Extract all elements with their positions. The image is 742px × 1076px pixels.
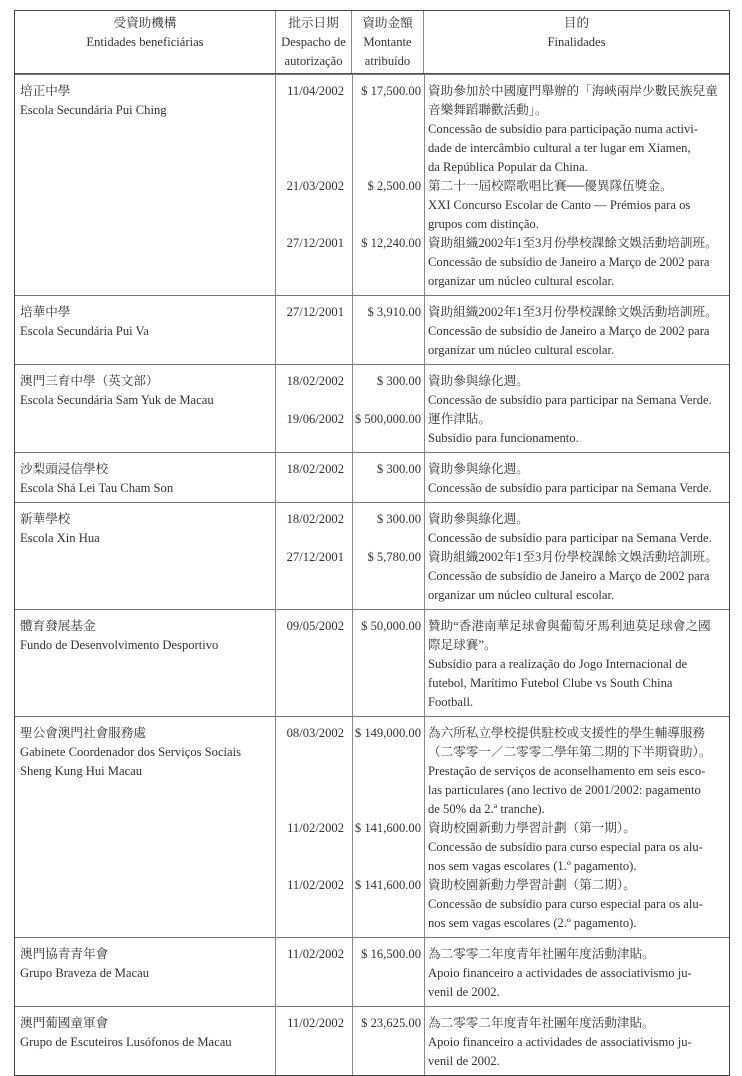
purpose-line: da República Popular da China.	[428, 160, 588, 174]
entries-cell	[275, 717, 729, 937]
header-entities	[15, 11, 275, 73]
purpose-line: 際足球賽”。	[428, 638, 497, 652]
approval-date: 27/12/2001	[286, 550, 344, 564]
purpose-line: Concessão de subsídio de Janeiro a Março de 2002 para	[428, 255, 710, 269]
purpose	[424, 876, 730, 933]
header-zh: 受資助機構	[113, 16, 177, 30]
subsidy-entry	[276, 724, 729, 819]
entity-cell	[15, 503, 275, 609]
entity-name-zh: 聖公會澳門社會服務處	[20, 726, 146, 740]
amount: $ 300.00	[376, 374, 421, 388]
purpose-line: 資助參加於中國廈門舉辦的「海峽兩岸少數民族兒童	[428, 84, 718, 98]
purpose-line: 音樂舞蹈聯歡活動」。	[428, 103, 548, 117]
header-pt: atribuído	[364, 54, 411, 68]
purpose-line: Subsídio para funcionamento.	[428, 431, 579, 445]
entity-cell	[15, 938, 275, 1006]
amount: $ 23,625.00	[361, 1016, 421, 1030]
purpose-line: Football.	[428, 695, 474, 709]
table-row	[15, 502, 729, 609]
subsidy-entry	[276, 617, 729, 712]
purpose-line: 為二零零二年度青年社團年度活動津貼。	[428, 1016, 655, 1030]
entries-cell	[275, 75, 729, 295]
subsidy-entry	[276, 372, 729, 410]
purpose-line: organizar um núcleo cultural escolar.	[428, 588, 615, 602]
purpose-line: Apoio financeiro a actividades de associativismo ju-	[428, 1035, 692, 1049]
column-divider	[424, 717, 425, 937]
column-divider	[424, 365, 425, 452]
purpose-line: Concessão de subsídio para curso especial para os alu-	[428, 840, 703, 854]
column-divider	[352, 296, 353, 364]
subsidy-entry	[276, 177, 729, 234]
purpose-line: 資助組織2002年1至3月份學校課餘文娛活動培訓班。	[428, 236, 718, 250]
purpose	[424, 548, 730, 605]
entity-cell	[15, 453, 275, 502]
entity-name-zh: 澳門三育中學（英文部）	[20, 374, 159, 388]
table-row	[15, 716, 729, 937]
subsidy-entry	[276, 945, 729, 1002]
amount: $ 2,500.00	[367, 179, 421, 193]
entity-name-zh: 培正中學	[20, 84, 71, 98]
subsidy-entry	[276, 1014, 729, 1071]
purpose-line: 為二零零二年度青年社團年度活動津貼。	[428, 947, 655, 961]
purpose-line: nos sem vagas escolares (1.º pagamento).	[428, 859, 637, 873]
header-pt: Finalidades	[547, 35, 606, 49]
purpose-line: 資助參與綠化週。	[428, 374, 529, 388]
table-row	[15, 364, 729, 452]
subsidy-entry	[276, 460, 729, 498]
purpose-line: 第二十一屆校際歌唱比賽──優異隊伍獎金。	[428, 179, 673, 193]
amount: $ 500,000.00	[354, 412, 421, 426]
table-row	[15, 937, 729, 1006]
purpose-line: nos sem vagas escolares (2.º pagamento).	[428, 916, 637, 930]
entity-name-pt: Sheng Kung Hui Macau	[20, 764, 143, 778]
column-divider	[424, 296, 425, 364]
column-divider	[424, 453, 425, 502]
table-row	[15, 1006, 729, 1075]
amount: $ 5,780.00	[367, 550, 421, 564]
purpose	[424, 372, 730, 410]
approval-date: 11/02/2002	[287, 878, 344, 892]
amount: $ 17,500.00	[361, 84, 421, 98]
purpose-line: （二零零一／二零零二學年第二期的下半期資助）。	[428, 745, 712, 759]
purpose	[424, 234, 730, 291]
entity-name-zh: 體育發展基金	[20, 619, 96, 633]
amount: $ 141,600.00	[354, 821, 421, 835]
approval-date: 21/03/2002	[286, 179, 344, 193]
purpose-line: 為六所私立學校提供駐校或支援性的學生輔導服務	[428, 726, 706, 740]
approval-date: 11/02/2002	[287, 821, 344, 835]
purpose	[424, 460, 730, 498]
purpose	[424, 1014, 730, 1071]
approval-date: 19/06/2002	[286, 412, 344, 426]
column-divider	[424, 75, 425, 295]
purpose	[424, 510, 730, 548]
amount: $ 16,500.00	[361, 947, 421, 961]
purpose	[424, 819, 730, 876]
purpose-line: 資助校園新動力學習計劃（第一期）。	[428, 821, 636, 835]
amount: $ 3,910.00	[367, 305, 421, 319]
purpose	[424, 617, 730, 712]
entity-name-pt: Fundo de Desenvolvimento Desportivo	[20, 638, 219, 652]
entries-cell	[275, 453, 729, 502]
header-amount	[351, 11, 423, 73]
subsidy-entry	[276, 876, 729, 933]
header-zh: 批示日期	[288, 16, 339, 30]
entries-cell	[275, 296, 729, 364]
table-row	[15, 609, 729, 716]
approval-date: 11/04/2002	[287, 84, 344, 98]
subsidy-entry	[276, 303, 729, 360]
purpose	[424, 945, 730, 1002]
purpose-line: las particulares (ano lectivo de 2001/2002: pagamento	[428, 783, 701, 797]
entity-cell	[15, 717, 275, 937]
entity-name-zh: 澳門協青青年會	[20, 947, 109, 961]
purpose-line: Subsídio para a realização do Jogo Internacional de	[428, 657, 688, 671]
purpose-line: Concessão de subsídio para curso especial para os alu-	[428, 897, 703, 911]
purpose-line: Apoio financeiro a actividades de associativismo ju-	[428, 966, 692, 980]
purpose-line: organizar um núcleo cultural escolar.	[428, 343, 615, 357]
purpose	[424, 410, 730, 448]
purpose-line: de 50% da 2.ª tranche).	[428, 802, 545, 816]
purpose-line: Concessão de subsídio para participação numa activi-	[428, 122, 698, 136]
entity-name-pt: Grupo Braveza de Macau	[20, 966, 150, 980]
approval-date: 27/12/2001	[286, 305, 344, 319]
approval-date: 09/05/2002	[286, 619, 344, 633]
table-row	[15, 452, 729, 502]
entity-name-zh: 培華中學	[20, 305, 71, 319]
amount: $ 149,000.00	[354, 726, 421, 740]
column-divider	[352, 610, 353, 716]
entity-name-pt: Escola Xin Hua	[20, 531, 100, 545]
entity-name-zh: 沙梨頭浸信學校	[20, 462, 109, 476]
purpose-line: Concessão de subsídio de Janeiro a Março de 2002 para	[428, 324, 710, 338]
purpose-line: futebol, Marítimo Futebol Clube vs South China	[428, 676, 673, 690]
purpose-line: 資助參與綠化週。	[428, 462, 529, 476]
subsidy-entry	[276, 234, 729, 291]
entity-cell	[15, 610, 275, 716]
entity-cell	[15, 296, 275, 364]
header-pt: autorização	[284, 54, 343, 68]
purpose-line: organizar um núcleo cultural escolar.	[428, 274, 615, 288]
approval-date: 18/02/2002	[286, 512, 344, 526]
entity-cell	[15, 365, 275, 452]
entries-cell	[275, 365, 729, 452]
header-zh: 目的	[563, 16, 590, 30]
amount: $ 141,600.00	[354, 878, 421, 892]
column-divider	[352, 938, 353, 1006]
approval-date: 27/12/2001	[286, 236, 344, 250]
entries-cell	[275, 938, 729, 1006]
purpose-line: 資助校園新動力學習計劃（第二期）。	[428, 878, 636, 892]
column-divider	[352, 365, 353, 452]
entity-cell	[15, 1007, 275, 1075]
subsidy-entry	[276, 819, 729, 876]
column-divider	[424, 503, 425, 609]
purpose	[424, 303, 730, 360]
purpose-line: 資助參與綠化週。	[428, 512, 529, 526]
header-pt: Despacho de	[281, 35, 346, 49]
approval-date: 08/03/2002	[286, 726, 344, 740]
subsidy-entry	[276, 82, 729, 177]
approval-date: 18/02/2002	[286, 462, 344, 476]
amount: $ 300.00	[376, 512, 421, 526]
purpose-line: 贊助“香港南華足球會與葡萄牙馬利迪莫足球會之國	[428, 619, 711, 633]
header-date	[275, 11, 351, 73]
column-divider	[424, 1007, 425, 1075]
column-divider	[424, 938, 425, 1006]
purpose-line: Concessão de subsídio para participar na Semana Verde.	[428, 393, 712, 407]
entity-name-pt: Escola Secundária Sam Yuk de Macau	[20, 393, 214, 407]
purpose-line: Prestação de serviços de aconselhamento em seis esco-	[428, 764, 706, 778]
entity-name-pt: Gabinete Coordenador dos Serviços Sociais	[20, 745, 242, 759]
column-divider	[352, 75, 353, 295]
header-zh: 資助金額	[362, 16, 413, 30]
amount: $ 300.00	[376, 462, 421, 476]
approval-date: 11/02/2002	[287, 947, 344, 961]
column-divider	[352, 503, 353, 609]
amount: $ 12,240.00	[361, 236, 421, 250]
purpose	[424, 177, 730, 234]
purpose-line: venil de 2002.	[428, 1054, 500, 1068]
entity-name-zh: 澳門葡國童軍會	[20, 1016, 109, 1030]
table-header	[15, 11, 729, 74]
entity-name-pt: Grupo de Escuteiros Lusófonos de Macau	[20, 1035, 232, 1049]
purpose-line: Concessão de subsídio para participar na Semana Verde.	[428, 481, 712, 495]
header-pt: Montante	[363, 35, 412, 49]
header-pt: Entidades beneficiárias	[86, 35, 204, 49]
purpose-line: 資助組織2002年1至3月份學校課餘文娛活動培訓班。	[428, 305, 718, 319]
entries-cell	[275, 610, 729, 716]
purpose-line: dade de intercâmbio cultural a ter lugar em Xiamen,	[428, 141, 691, 155]
approval-date: 18/02/2002	[286, 374, 344, 388]
purpose-line: 資助組織2002年1至3月份學校課餘文娛活動培訓班。	[428, 550, 718, 564]
purpose	[424, 82, 730, 177]
purpose-line: XXI Concurso Escolar de Canto — Prémios para os	[428, 198, 691, 212]
header-purpose	[423, 11, 729, 73]
entity-name-pt: Escola Secundária Pui Va	[20, 324, 149, 338]
entries-cell	[275, 1007, 729, 1075]
approval-date: 11/02/2002	[287, 1016, 344, 1030]
entity-name-zh: 新華學校	[20, 512, 71, 526]
column-divider	[352, 717, 353, 937]
subsidy-entry	[276, 510, 729, 548]
purpose	[424, 724, 730, 819]
purpose-line: Concessão de subsídio para participar na Semana Verde.	[428, 531, 712, 545]
purpose-line: grupos com distinção.	[428, 217, 539, 231]
entries-cell	[275, 503, 729, 609]
entity-cell	[15, 75, 275, 295]
subsidy-entry	[276, 548, 729, 605]
purpose-line: Concessão de subsídio de Janeiro a Março de 2002 para	[428, 569, 710, 583]
entity-name-pt: Escola Shá Lei Tau Cham Son	[20, 481, 174, 495]
column-divider	[352, 1007, 353, 1075]
table-row	[15, 74, 729, 295]
entity-name-pt: Escola Secundária Pui Ching	[20, 103, 167, 117]
column-divider	[352, 453, 353, 502]
subsidy-entry	[276, 410, 729, 448]
amount: $ 50,000.00	[361, 619, 421, 633]
subsidy-table	[14, 10, 730, 1076]
column-divider	[424, 610, 425, 716]
purpose-line: 運作津貼。	[428, 412, 491, 426]
purpose-line: venil de 2002.	[428, 985, 500, 999]
table-row	[15, 295, 729, 364]
